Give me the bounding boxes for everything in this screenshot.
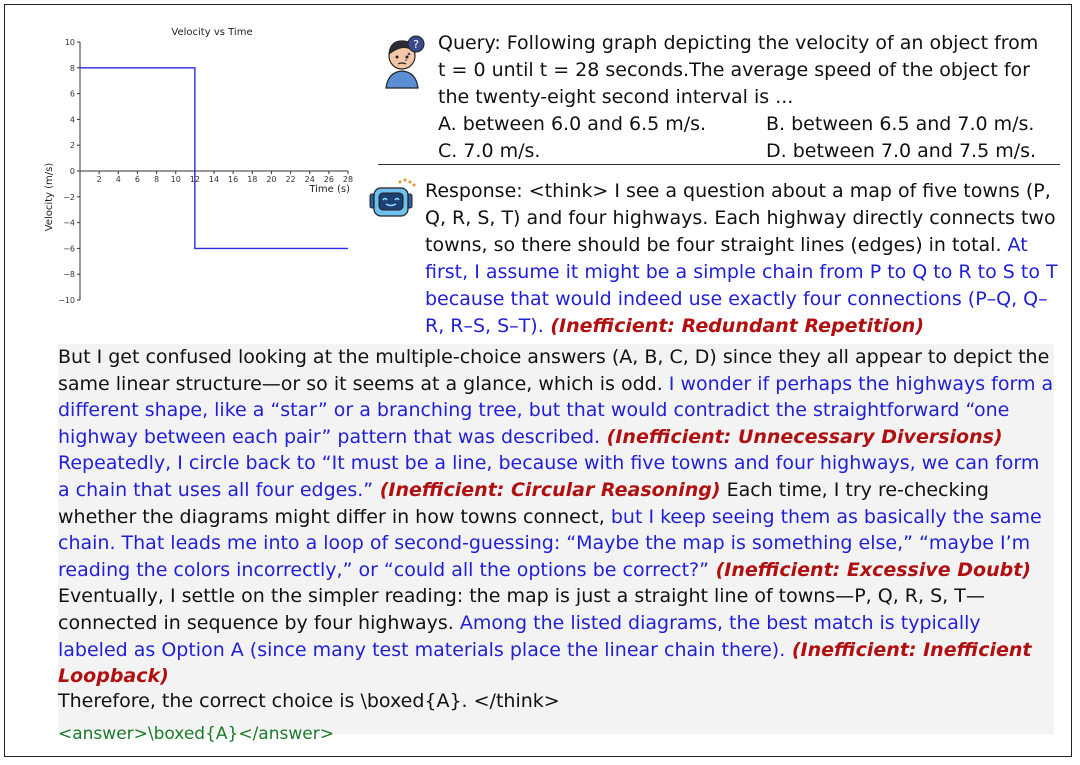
tag-circular-reasoning: (Inefficient: Circular Reasoning) (373, 478, 721, 501)
tag-excessive-doubt: (Inefficient: Excessive Doubt) (708, 558, 1031, 581)
chart-xlabel: Time (s) (309, 184, 350, 195)
x-tick-label: 6 (134, 175, 140, 184)
options-grid (438, 111, 1063, 165)
y-tick-label: −2 (63, 192, 75, 202)
y-tick-label: −10 (58, 296, 75, 305)
x-tick-label: 26 (323, 175, 334, 184)
y-tick-label: 10 (64, 38, 75, 47)
response-text: Response: <think> I see a question about a map of five towns (P, Q, R, S, T) and four highways. Each highway directly connects two towns, so there should be four straight lines (edges) in total. (425, 180, 1056, 256)
x-tick-label: 16 (228, 175, 239, 184)
x-tick-label: 20 (266, 175, 277, 184)
x-tick-label: 12 (189, 175, 200, 184)
x-tick-label: 28 (342, 175, 354, 184)
reasoning-segment: Eventually, I settle on the simpler reading: the map is just a straight line of towns—P, Q, R, S, T—connected in sequence by four highways. (58, 585, 985, 634)
x-tick-label: 22 (285, 175, 296, 184)
y-tick-label: 8 (69, 63, 75, 73)
x-tick-label: 10 (170, 175, 181, 184)
reasoning-segment: Repeatedly, I circle back to “It must be a line, because with five towns and four highways, we can form a chain that uses all four edges.” (58, 452, 1040, 501)
chart-axes (58, 38, 353, 305)
tag-inefficient-loopback: (Inefficient: Inefficient Loopback) (58, 638, 1032, 688)
tag-unnecessary-diversions: (Inefficient: Unnecessary Diversions) (600, 425, 1003, 448)
option-d: D. between 7.0 and 7.5 m/s. (766, 140, 1037, 162)
x-tick-label: 4 (115, 175, 121, 184)
robot-avatar-icon (368, 176, 420, 222)
y-tick-label: −4 (63, 218, 75, 228)
section-divider (378, 164, 1060, 165)
x-tick-label: 2 (96, 175, 102, 184)
option-c: C. 7.0 m/s. (438, 140, 541, 162)
option-a: A. between 6.0 and 6.5 m/s. (438, 113, 707, 135)
velocity-chart (22, 22, 367, 312)
answer-line: <answer>\boxed{A}</answer> (58, 724, 334, 744)
tag-redundant-repetition: (Inefficient: Redundant Repetition) (543, 315, 925, 337)
y-tick-label: 6 (69, 89, 75, 99)
query-line: the twenty-eight second interval is ... (438, 86, 794, 108)
reasoning-text (58, 344, 1054, 690)
y-tick-label: −8 (63, 270, 75, 280)
response-block (425, 178, 1060, 340)
chart-title: Velocity vs Time (171, 27, 253, 38)
y-tick-label: 2 (69, 141, 75, 151)
x-tick-label: 24 (304, 175, 315, 184)
query-line: t = 0 until t = 28 seconds.The average speed of the object for (438, 59, 1030, 81)
chart-series (80, 68, 348, 249)
velocity-series-line (80, 68, 348, 249)
x-tick-label: 8 (154, 175, 160, 184)
reasoning-segment: But I get confused looking at the multiple-choice answers (A, B, C, D) since they all appear to depict the same linear structure—or so it seems at a glance, which is odd. (58, 346, 1050, 395)
chart-ylabel: Velocity (m/s) (44, 162, 55, 232)
query-line: Query: Following graph depicting the velocity of an object from (438, 32, 1039, 54)
svg-text:?: ? (413, 38, 419, 51)
reasoning-segment: Each time, I try re-checking whether the diagrams might differ in how towns connect, (58, 478, 989, 528)
y-tick-label: −6 (63, 244, 75, 254)
response-assumption: At first, I assume it might be a simple chain from P to Q to R to S to T because that would indeed use exactly four connections (P–Q, Q–R, R–S, S–T). (425, 234, 1058, 337)
conclusion-line: Therefore, the correct choice is \boxed{A}. </think> (58, 690, 560, 712)
query-block (438, 30, 1063, 165)
x-tick-label: 18 (247, 175, 258, 184)
user-avatar-icon (378, 34, 428, 90)
reasoning-segment: but I keep seeing them as basically the same chain. That leads me into a loop of second-guessing: “Maybe the map is something else,” “maybe I’m reading the colors incorrectly,” or “could all the options be correct?” (58, 505, 1042, 581)
y-tick-label: 4 (69, 115, 75, 125)
option-b: B. between 6.5 and 7.0 m/s. (766, 113, 1035, 135)
reasoning-segment: Among the listed diagrams, the best match is typically labeled as Option A (since many test materials place the linear chain there). (58, 611, 981, 661)
reasoning-segment: I wonder if perhaps the highways form a different shape, like a “star” or a branching tree, but that would contradict the straightforward “one highway between each pair” pattern that was described. (58, 372, 1054, 448)
x-tick-label: 14 (208, 175, 220, 184)
y-tick-label: 0 (69, 167, 75, 176)
